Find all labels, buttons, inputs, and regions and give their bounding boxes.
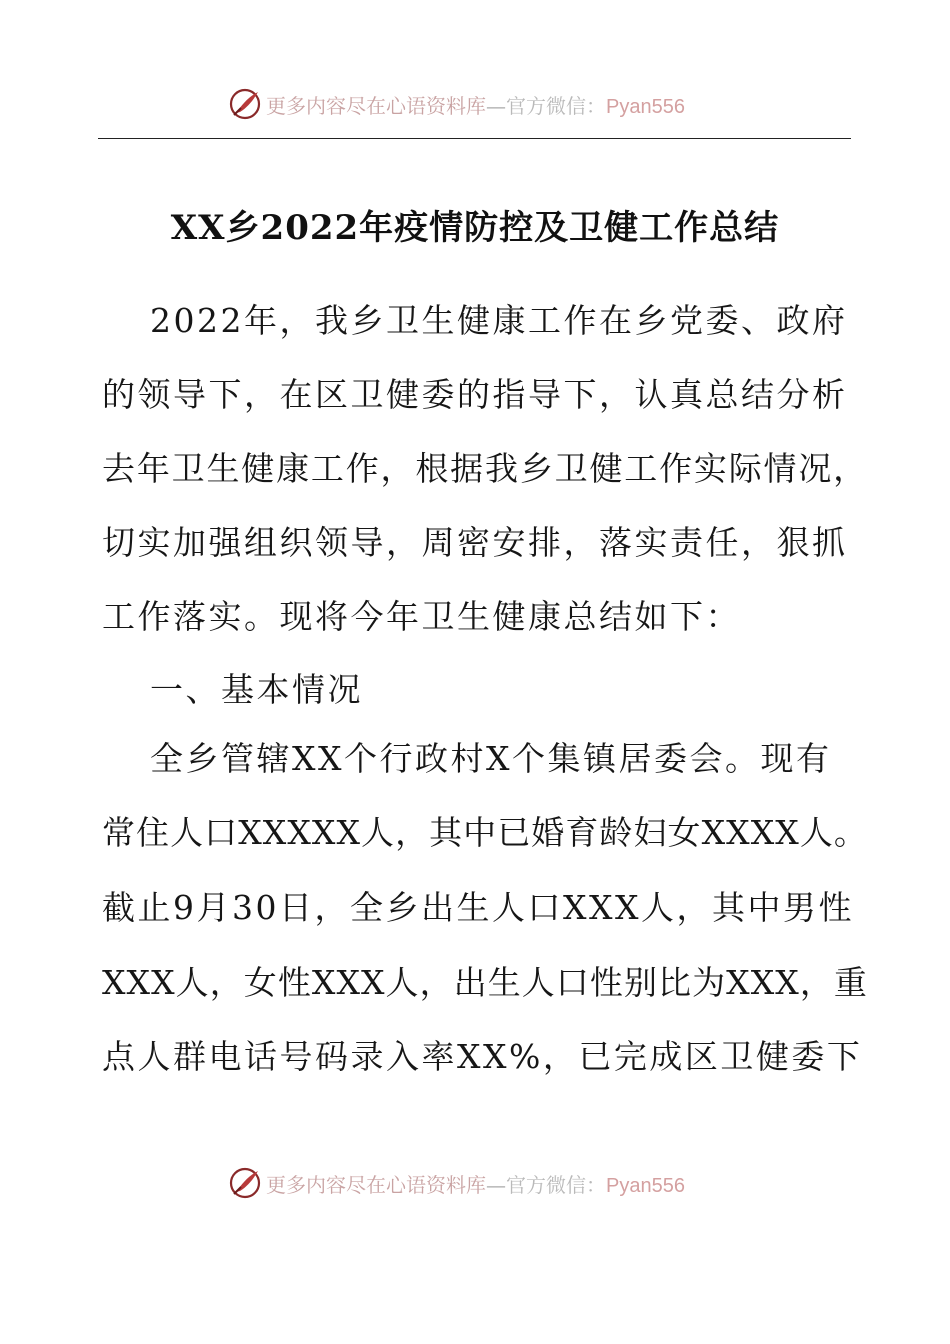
banner-site-text: 更多内容尽在心语资料库 bbox=[266, 93, 486, 118]
footer-banner bbox=[0, 1163, 950, 1203]
header-banner bbox=[0, 84, 950, 124]
body-line: 去年卫生健康工作，根据我乡卫健工作实际情况， bbox=[102, 449, 868, 488]
banner-separator: — bbox=[486, 1172, 506, 1197]
banner-site-text: 更多内容尽在心语资料库 bbox=[266, 1172, 486, 1197]
banner-wechat-label: 官方微信： bbox=[506, 1172, 606, 1197]
body-line: 工作落实。现将今年卫生健康总结如下： bbox=[102, 597, 741, 636]
body-line: 2022年，我乡卫生健康工作在乡党委、政府 bbox=[150, 301, 848, 340]
body-line: XXX人，女性XXX人，出生人口性别比为XXX，重 bbox=[102, 963, 868, 1002]
body-line: 切实加强组织领导，周密安排，落实责任，狠抓 bbox=[102, 523, 848, 562]
body-line: 的领导下，在区卫健委的指导下，认真总结分析 bbox=[102, 375, 848, 414]
header-divider bbox=[98, 138, 851, 139]
banner-wechat-id: Pyan556 bbox=[606, 95, 685, 118]
banner-separator: — bbox=[486, 93, 506, 118]
document-title: XX乡2022年疫情防控及卫健工作总结 bbox=[170, 208, 780, 248]
banner-wechat-id: Pyan556 bbox=[606, 1174, 685, 1197]
body-line: 点人群电话号码录入率XX%，已完成区卫健委下 bbox=[102, 1037, 863, 1076]
body-line: 常住人口XXXXX人，其中已婚育龄妇女XXXX人。 bbox=[102, 813, 868, 852]
banner-wechat-label: 官方微信： bbox=[506, 93, 606, 118]
section-heading: 一、基本情况 bbox=[150, 670, 363, 709]
quill-pen-logo-icon bbox=[228, 1166, 262, 1200]
body-line: 全乡管辖XX个行政村X个集镇居委会。现有 bbox=[150, 739, 832, 778]
body-line: 截止9月30日，全乡出生人口XXX人，其中男性 bbox=[102, 888, 854, 927]
quill-pen-logo-icon bbox=[228, 87, 262, 121]
